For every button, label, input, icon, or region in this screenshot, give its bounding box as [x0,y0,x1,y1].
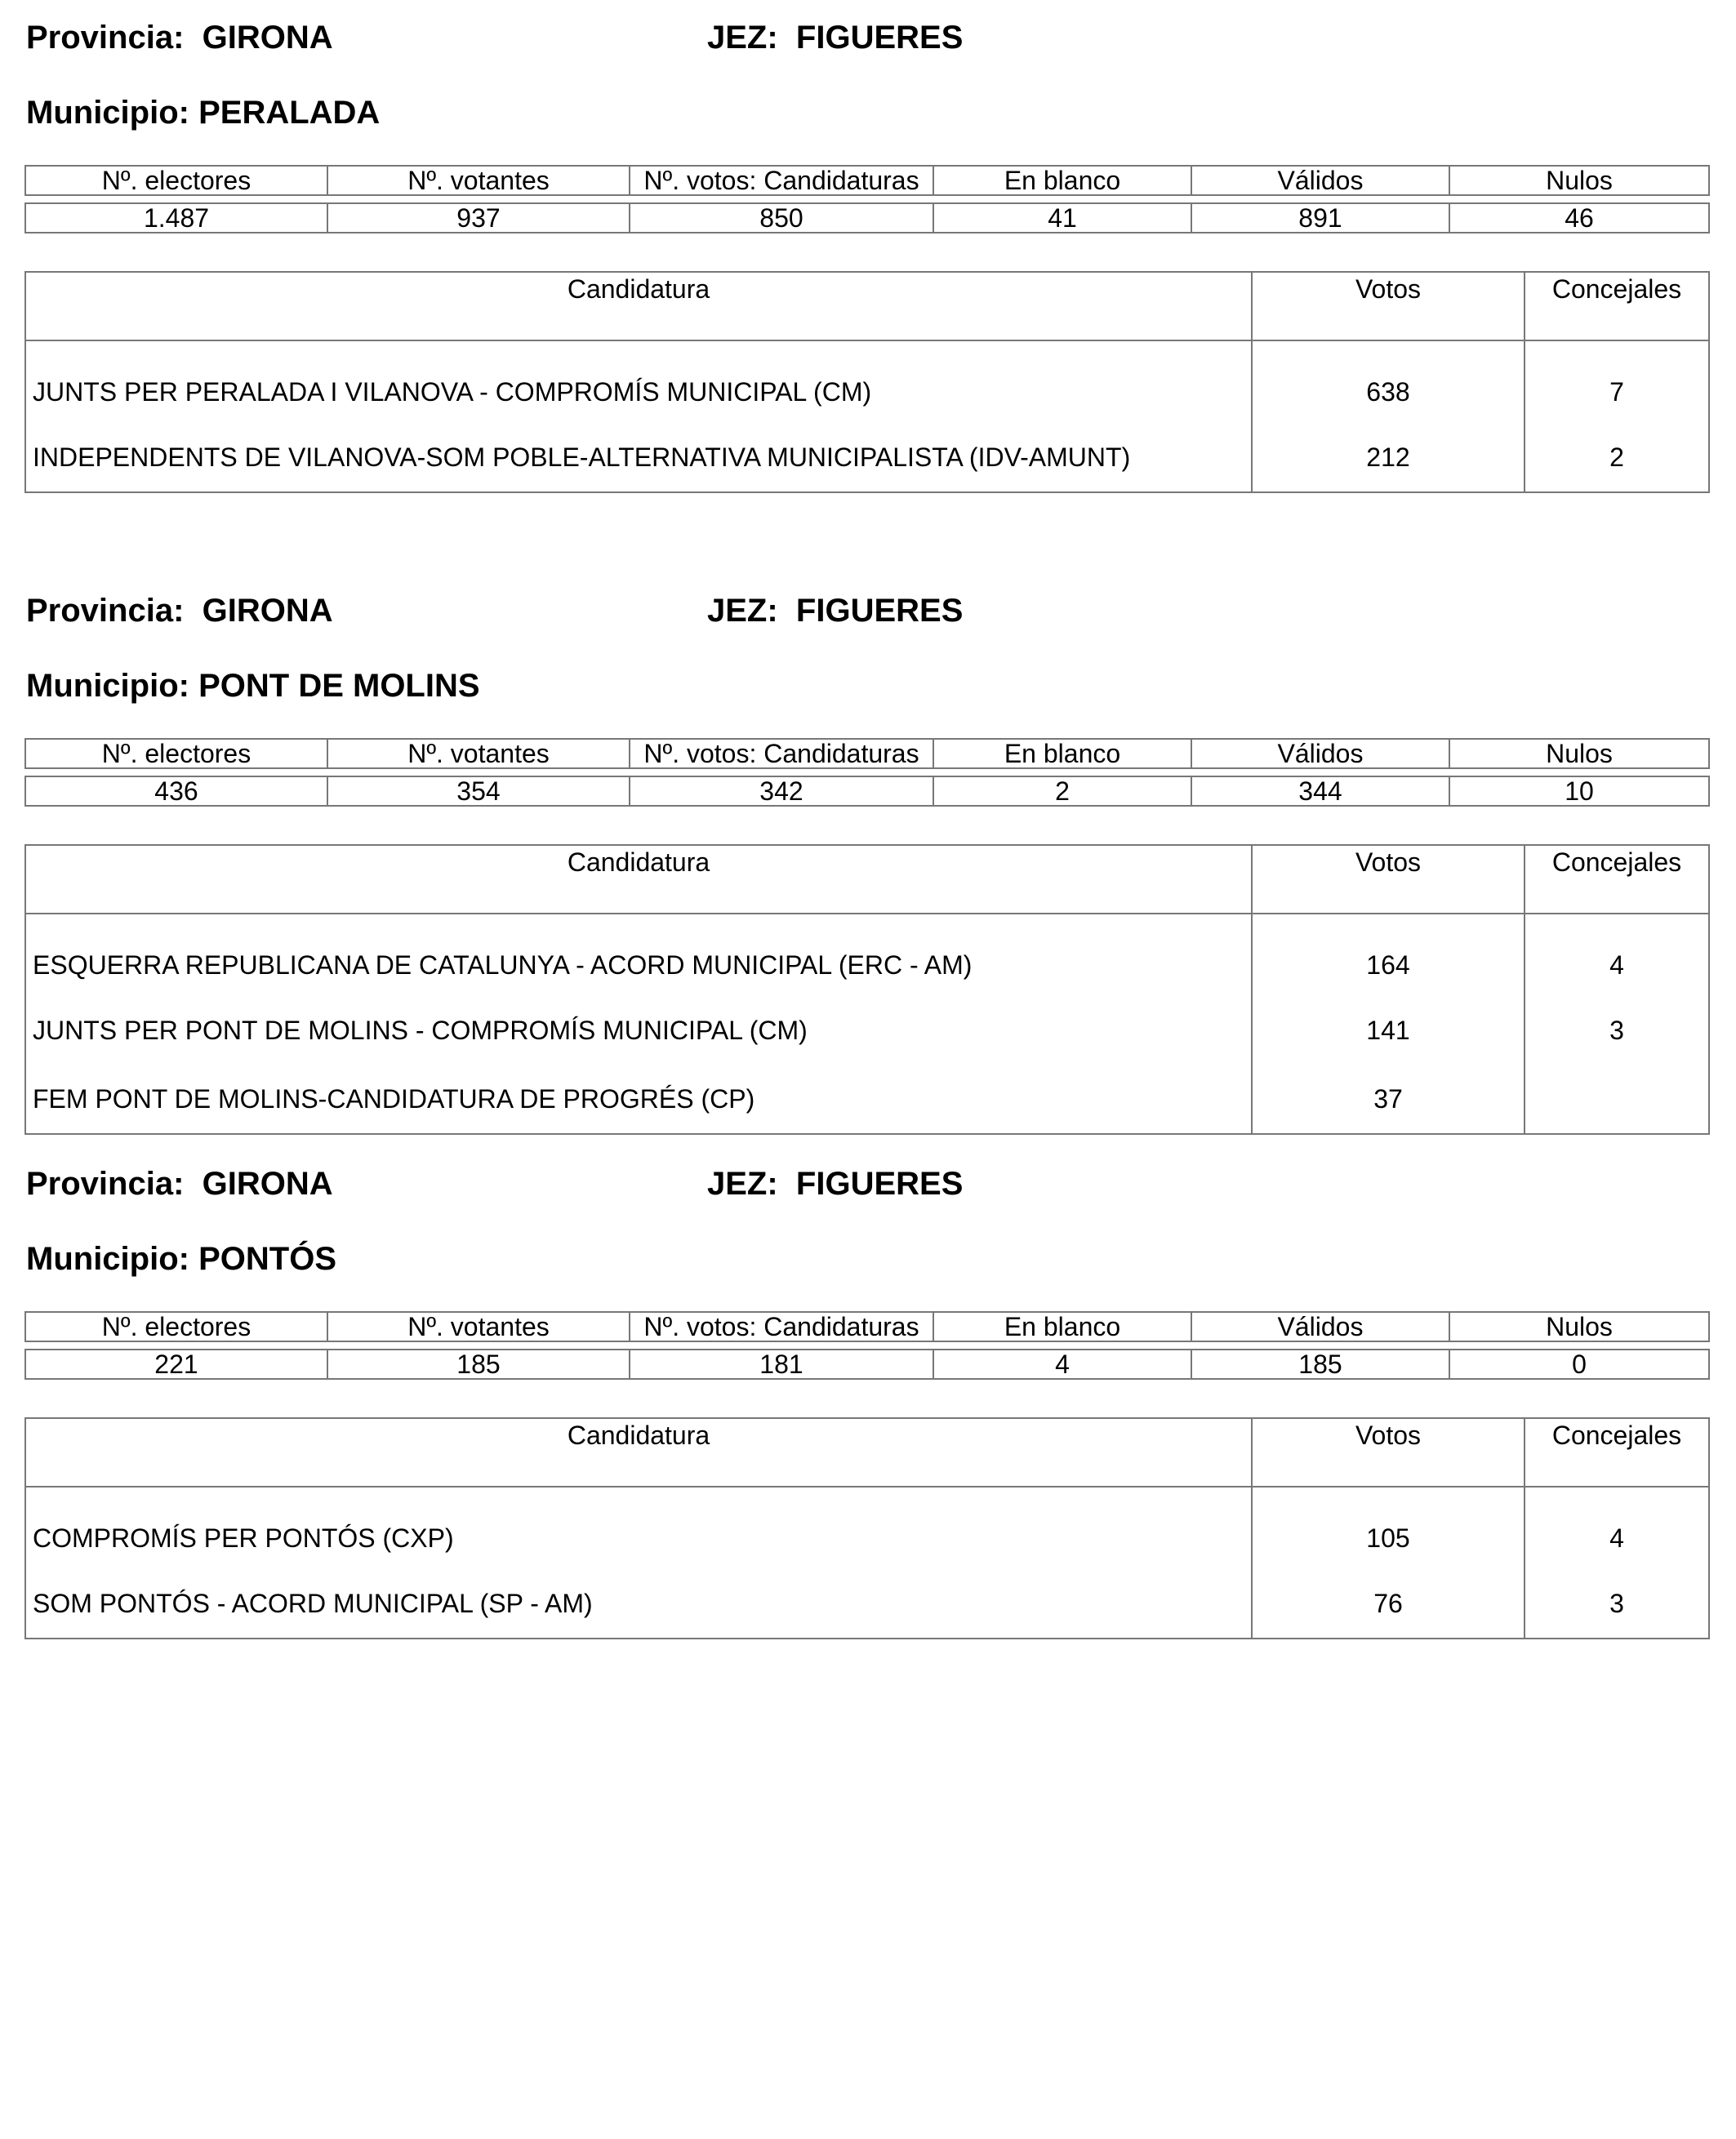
votos-header: Votos [1252,845,1525,914]
candidatura-concejales: 4 [1525,1487,1709,1569]
candidatura-concejales: 7 [1525,340,1709,423]
candidatura-concejales: 2 [1525,423,1709,492]
candidatura-votos: 638 [1252,340,1525,423]
nulos-header: Nulos [1449,739,1709,768]
candidatura-row [25,996,1709,1065]
candidatura-name: ESQUERRA REPUBLICANA DE CATALUNYA - ACORD MUNICIPAL (ERC - AM) [25,914,1252,996]
candidatura-row [25,1065,1709,1134]
jez-heading [707,594,963,627]
summary-header-row [25,166,1709,195]
nulos-header: Nulos [1449,1312,1709,1341]
candidatura-votos: 164 [1252,914,1525,996]
candidatura-header: Candidatura [25,845,1252,914]
candidatura-name: FEM PONT DE MOLINS-CANDIDATURA DE PROGRÉS (CP) [25,1065,1252,1134]
candidatura-row [25,423,1709,492]
summary-values-row [25,776,1709,806]
candidatura-votos: 212 [1252,423,1525,492]
candidatura-row [25,914,1709,996]
electores-value: 221 [25,1350,327,1379]
en-blanco-header: En blanco [933,739,1191,768]
summary-values-row [25,203,1709,233]
summary-header-row [25,739,1709,768]
validos-header: Válidos [1191,1312,1449,1341]
votantes-header: Nº. votantes [327,739,630,768]
candidaturas-table [24,844,1710,1135]
validos-value: 344 [1191,776,1449,806]
municipio-heading [26,1243,336,1275]
candidatura-name: JUNTS PER PONT DE MOLINS - COMPROMÍS MUNICIPAL (CM) [25,996,1252,1065]
candidatura-header: Candidatura [25,1418,1252,1487]
electores-header: Nº. electores [25,166,327,195]
en-blanco-value: 2 [933,776,1191,806]
jez-heading [707,21,963,54]
candidaturas-header-row [25,1418,1709,1487]
candidatura-header: Candidatura [25,272,1252,340]
en-blanco-header: En blanco [933,1312,1191,1341]
jez-value: FIGUERES [795,1166,964,1202]
municipio-value: PONTÓS [198,1241,336,1277]
municipio-heading [26,96,380,129]
nulos-value: 10 [1449,776,1709,806]
candidatura-votos: 141 [1252,996,1525,1065]
summary-values-row [25,1350,1709,1379]
en-blanco-header: En blanco [933,166,1191,195]
jez-label: JEZ: [707,1166,778,1202]
nulos-value: 0 [1449,1350,1709,1379]
electores-header: Nº. electores [25,1312,327,1341]
candidatura-votos: 76 [1252,1569,1525,1639]
candidatura-votos: 37 [1252,1065,1525,1134]
validos-header: Válidos [1191,739,1449,768]
votos-candidaturas-value: 181 [630,1350,933,1379]
votos-header: Votos [1252,1418,1525,1487]
summary-header-row [25,1312,1709,1341]
votos-candidaturas-header: Nº. votos: Candidaturas [630,739,933,768]
nulos-value: 46 [1449,203,1709,233]
validos-value: 891 [1191,203,1449,233]
candidatura-name: JUNTS PER PERALADA I VILANOVA - COMPROMÍS MUNICIPAL (CM) [25,340,1252,423]
electores-value: 436 [25,776,327,806]
electores-header: Nº. electores [25,739,327,768]
jez-label: JEZ: [707,20,778,56]
provincia-value: GIRONA [202,593,333,629]
candidaturas-header-row [25,272,1709,340]
provincia-label: Provincia: [26,593,185,629]
votos-candidaturas-value: 342 [630,776,933,806]
provincia-label: Provincia: [26,1166,185,1202]
candidatura-row [25,1487,1709,1569]
votantes-value: 354 [327,776,630,806]
candidatura-name: COMPROMÍS PER PONTÓS (CXP) [25,1487,1252,1569]
validos-header: Válidos [1191,166,1449,195]
votantes-header: Nº. votantes [327,166,630,195]
votantes-value: 185 [327,1350,630,1379]
jez-label: JEZ: [707,593,778,629]
candidatura-concejales [1525,1065,1709,1134]
concejales-header: Concejales [1525,1418,1709,1487]
votos-candidaturas-value: 850 [630,203,933,233]
municipio-label: Municipio: [26,1241,189,1277]
municipio-label: Municipio: [26,95,189,131]
candidatura-row [25,1569,1709,1639]
candidaturas-table [24,271,1710,493]
votantes-value: 937 [327,203,630,233]
provincia-value: GIRONA [202,20,333,56]
candidatura-row [25,340,1709,423]
en-blanco-value: 4 [933,1350,1191,1379]
candidatura-votos: 105 [1252,1487,1525,1569]
nulos-header: Nulos [1449,166,1709,195]
candidatura-name: SOM PONTÓS - ACORD MUNICIPAL (SP - AM) [25,1569,1252,1639]
en-blanco-value: 41 [933,203,1191,233]
concejales-header: Concejales [1525,845,1709,914]
candidatura-concejales: 3 [1525,1569,1709,1639]
jez-heading [707,1167,963,1200]
provincia-value: GIRONA [202,1166,333,1202]
jez-value: FIGUERES [795,593,964,629]
summary-table [24,1311,1710,1380]
provincia-heading [26,21,333,54]
concejales-header: Concejales [1525,272,1709,340]
municipio-label: Municipio: [26,668,189,704]
votos-candidaturas-header: Nº. votos: Candidaturas [630,166,933,195]
candidatura-name: INDEPENDENTS DE VILANOVA-SOM POBLE-ALTERNATIVA MUNICIPALISTA (IDV-AMUNT) [25,423,1252,492]
jez-value: FIGUERES [795,20,964,56]
provincia-heading [26,1167,333,1200]
electores-value: 1.487 [25,203,327,233]
summary-table [24,165,1710,233]
provincia-heading [26,594,333,627]
municipio-heading [26,669,480,702]
votos-candidaturas-header: Nº. votos: Candidaturas [630,1312,933,1341]
municipio-value: PERALADA [198,95,381,131]
candidatura-concejales: 4 [1525,914,1709,996]
candidaturas-header-row [25,845,1709,914]
summary-table [24,738,1710,807]
votantes-header: Nº. votantes [327,1312,630,1341]
provincia-label: Provincia: [26,20,185,56]
candidaturas-table [24,1417,1710,1639]
candidatura-concejales: 3 [1525,996,1709,1065]
validos-value: 185 [1191,1350,1449,1379]
municipio-value: PONT DE MOLINS [198,668,480,704]
votos-header: Votos [1252,272,1525,340]
